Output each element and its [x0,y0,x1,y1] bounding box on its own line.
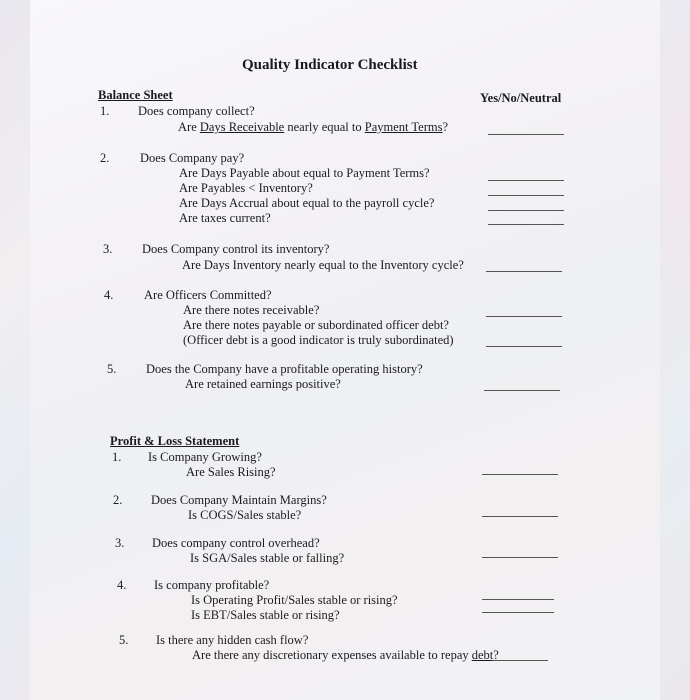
bs-item-2-question: Does Company pay? [140,151,245,165]
bs-item-2-sub-1: Are Days Payable about equal to Payment Terms? [179,166,430,180]
pnl-item-4-sub-2: Is EBT/Sales stable or rising? [191,608,340,622]
bs-item-4-sub-3: (Officer debt is a good indicator is truly subordinated) [183,333,454,347]
answer-line[interactable] [482,557,558,558]
bs-item-4-sub-1: Are there notes receivable? [183,303,320,317]
bs-item-3-question: Does Company control its inventory? [142,242,330,256]
pnl-item-2-sub-1: Is COGS/Sales stable? [188,508,302,522]
bs-item-5-question: Does the Company have a profitable operating history? [146,362,423,376]
pnl-item-5-question: Is there any hidden cash flow? [156,633,309,647]
answer-line[interactable] [482,516,558,517]
answer-line[interactable] [488,134,564,135]
answer-line[interactable] [486,346,562,347]
page-title: Quality Indicator Checklist [242,57,418,73]
bs-item-4-sub-2: Are there notes payable or subordinated officer debt? [183,318,449,332]
pnl-item-4-question: Is company profitable? [154,578,270,592]
pnl-item-1-sub-1: Are Sales Rising? [186,465,276,479]
answer-line[interactable] [486,271,562,272]
pnl-item-3-number: 3. [115,536,125,550]
pnl-item-2-number: 2. [113,493,123,507]
pnl-item-2-question: Does Company Maintain Margins? [151,493,327,507]
pnl-item-3-sub-1: Is SGA/Sales stable or falling? [190,551,345,565]
bs-item-2-number: 2. [100,151,110,165]
answer-line[interactable] [482,612,554,613]
bs-item-3-sub-1: Are Days Inventory nearly equal to the Inventory cycle? [182,258,464,272]
bs-item-5-sub-1: Are retained earnings positive? [185,377,341,391]
bs-item-4-number: 4. [104,288,114,302]
bs-item-1-question: Does company collect? [138,104,255,118]
pnl-item-5-number: 5. [119,633,129,647]
answer-line[interactable] [486,316,562,317]
pnl-item-1-number: 1. [112,450,122,464]
pnl-item-4-number: 4. [117,578,127,592]
bs-item-5-number: 5. [107,362,117,376]
pnl-heading: Profit & Loss Statement [110,434,240,448]
answer-line[interactable] [488,195,564,196]
bs-item-4-question: Are Officers Committed? [144,288,272,302]
answer-line[interactable] [482,474,558,475]
answer-line[interactable] [492,660,548,661]
bs-item-3-number: 3. [103,242,113,256]
bs-item-2-sub-4: Are taxes current? [179,211,271,225]
bs-item-1-sub-1: Are Days Receivable nearly equal to Payment Terms? [178,120,449,134]
answer-line[interactable] [488,180,564,181]
answer-line[interactable] [488,224,564,225]
answer-line[interactable] [482,599,554,600]
bs-item-2-sub-2: Are Payables < Inventory? [179,181,313,195]
balance-sheet-heading: Balance Sheet [98,88,173,102]
pnl-item-3-question: Does company control overhead? [152,536,320,550]
answer-line[interactable] [484,390,560,391]
bs-item-1-number: 1. [100,104,110,118]
answer-column-header: Yes/No/Neutral [480,91,562,105]
pnl-item-5-sub-1: Are there any discretionary expenses available to repay debt? [192,648,499,662]
checklist-page [30,0,660,700]
pnl-item-1-question: Is Company Growing? [148,450,262,464]
answer-line[interactable] [488,210,564,211]
pnl-item-4-sub-1: Is Operating Profit/Sales stable or rising? [191,593,398,607]
bs-item-2-sub-3: Are Days Accrual about equal to the payroll cycle? [179,196,435,210]
